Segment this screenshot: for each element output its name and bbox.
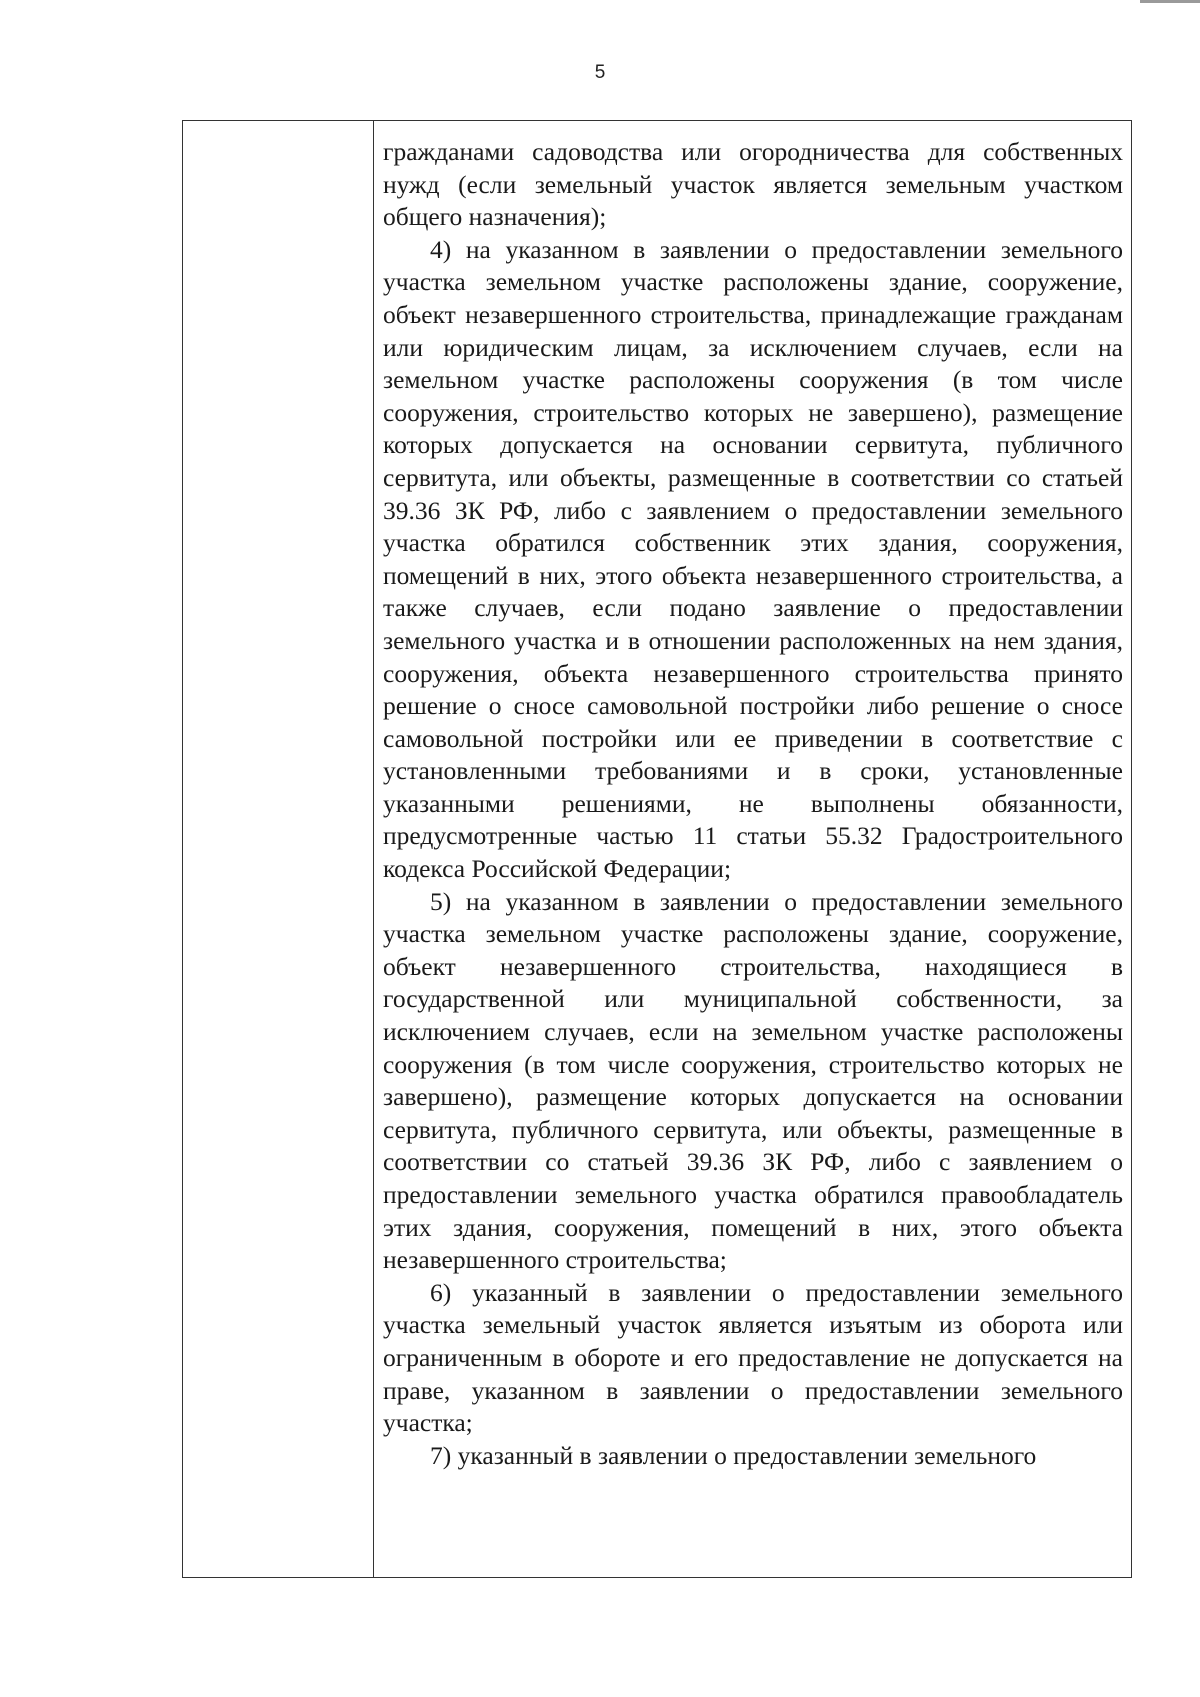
document-table: [182, 120, 1132, 1578]
paragraph-item-7: 7) указанный в заявлении о предоставлении земельного: [430, 1440, 1037, 1470]
table-left-cell: [183, 121, 374, 1577]
paragraph-item-6: 6) указанный в заявлении о предоставлении земельного участка земельный участок является изъятым из оборота или ограниченным в обороте и его предоставление не допускается на праве, указанном в заявлении о предоставлении земельного участка;: [383, 1277, 1123, 1438]
paragraph-item-5: 5) на указанном в заявлении о предоставлении земельного участка земельном участке расположены здание, сооружение, объект незавершенного строительства, находящиеся в государственной или муниципальной собственности, за исключением случаев, если на земельном участке расположены сооружения (в том числе сооружения, строительство которых не завершено), размещение которых допускается на основании сервитута, публичного сервитута, или объекты, размещенные в соответствии со статьей 39.36 ЗК РФ, либо с заявлением о предоставлении земельного участка обратился правообладатель этих здания, сооружения, помещений в них, этого объекта незавершенного строительства;: [383, 886, 1123, 1275]
table-right-cell: [374, 121, 1131, 1577]
paragraph-item-4: 4) на указанном в заявлении о предоставлении земельного участка земельном участке расположены здание, сооружение, объект незавершенного строительства, принадлежащие гражданам или юридическим лицам, за исключением случаев, если на земельном участке расположены сооружения (в том числе сооружения, строительство которых не завершено), размещение которых допускается на основании сервитута, публичного сервитута, или объекты, размещенные в соответствии со статьей 39.36 ЗК РФ, либо с заявлением о предоставлении земельного участка обратился собственник этих здания, сооружения, помещений в них, этого объекта незавершенного строительства, а также случаев, если подано заявление о предоставлении земельного участка и в отношении расположенных на нем здания, сооружения, объекта незавершенного строительства принято решение о сносе самовольной постройки либо решение о сносе самовольной постройки или ее приведении в соответствие с установленными требованиями и в сроки, установленные указанными решениями, не выполнены обязанности, предусмотренные частью 11 статьи 55.32 Градостроительного кодекса Российской Федерации;: [383, 234, 1123, 884]
scan-edge-mark: [1140, 0, 1200, 3]
paragraph-continuation: гражданами садоводства или огородничества для собственных нужд (если земельный участок является земельным участком общего назначения);: [383, 137, 1123, 232]
page-number: 5: [594, 62, 606, 83]
